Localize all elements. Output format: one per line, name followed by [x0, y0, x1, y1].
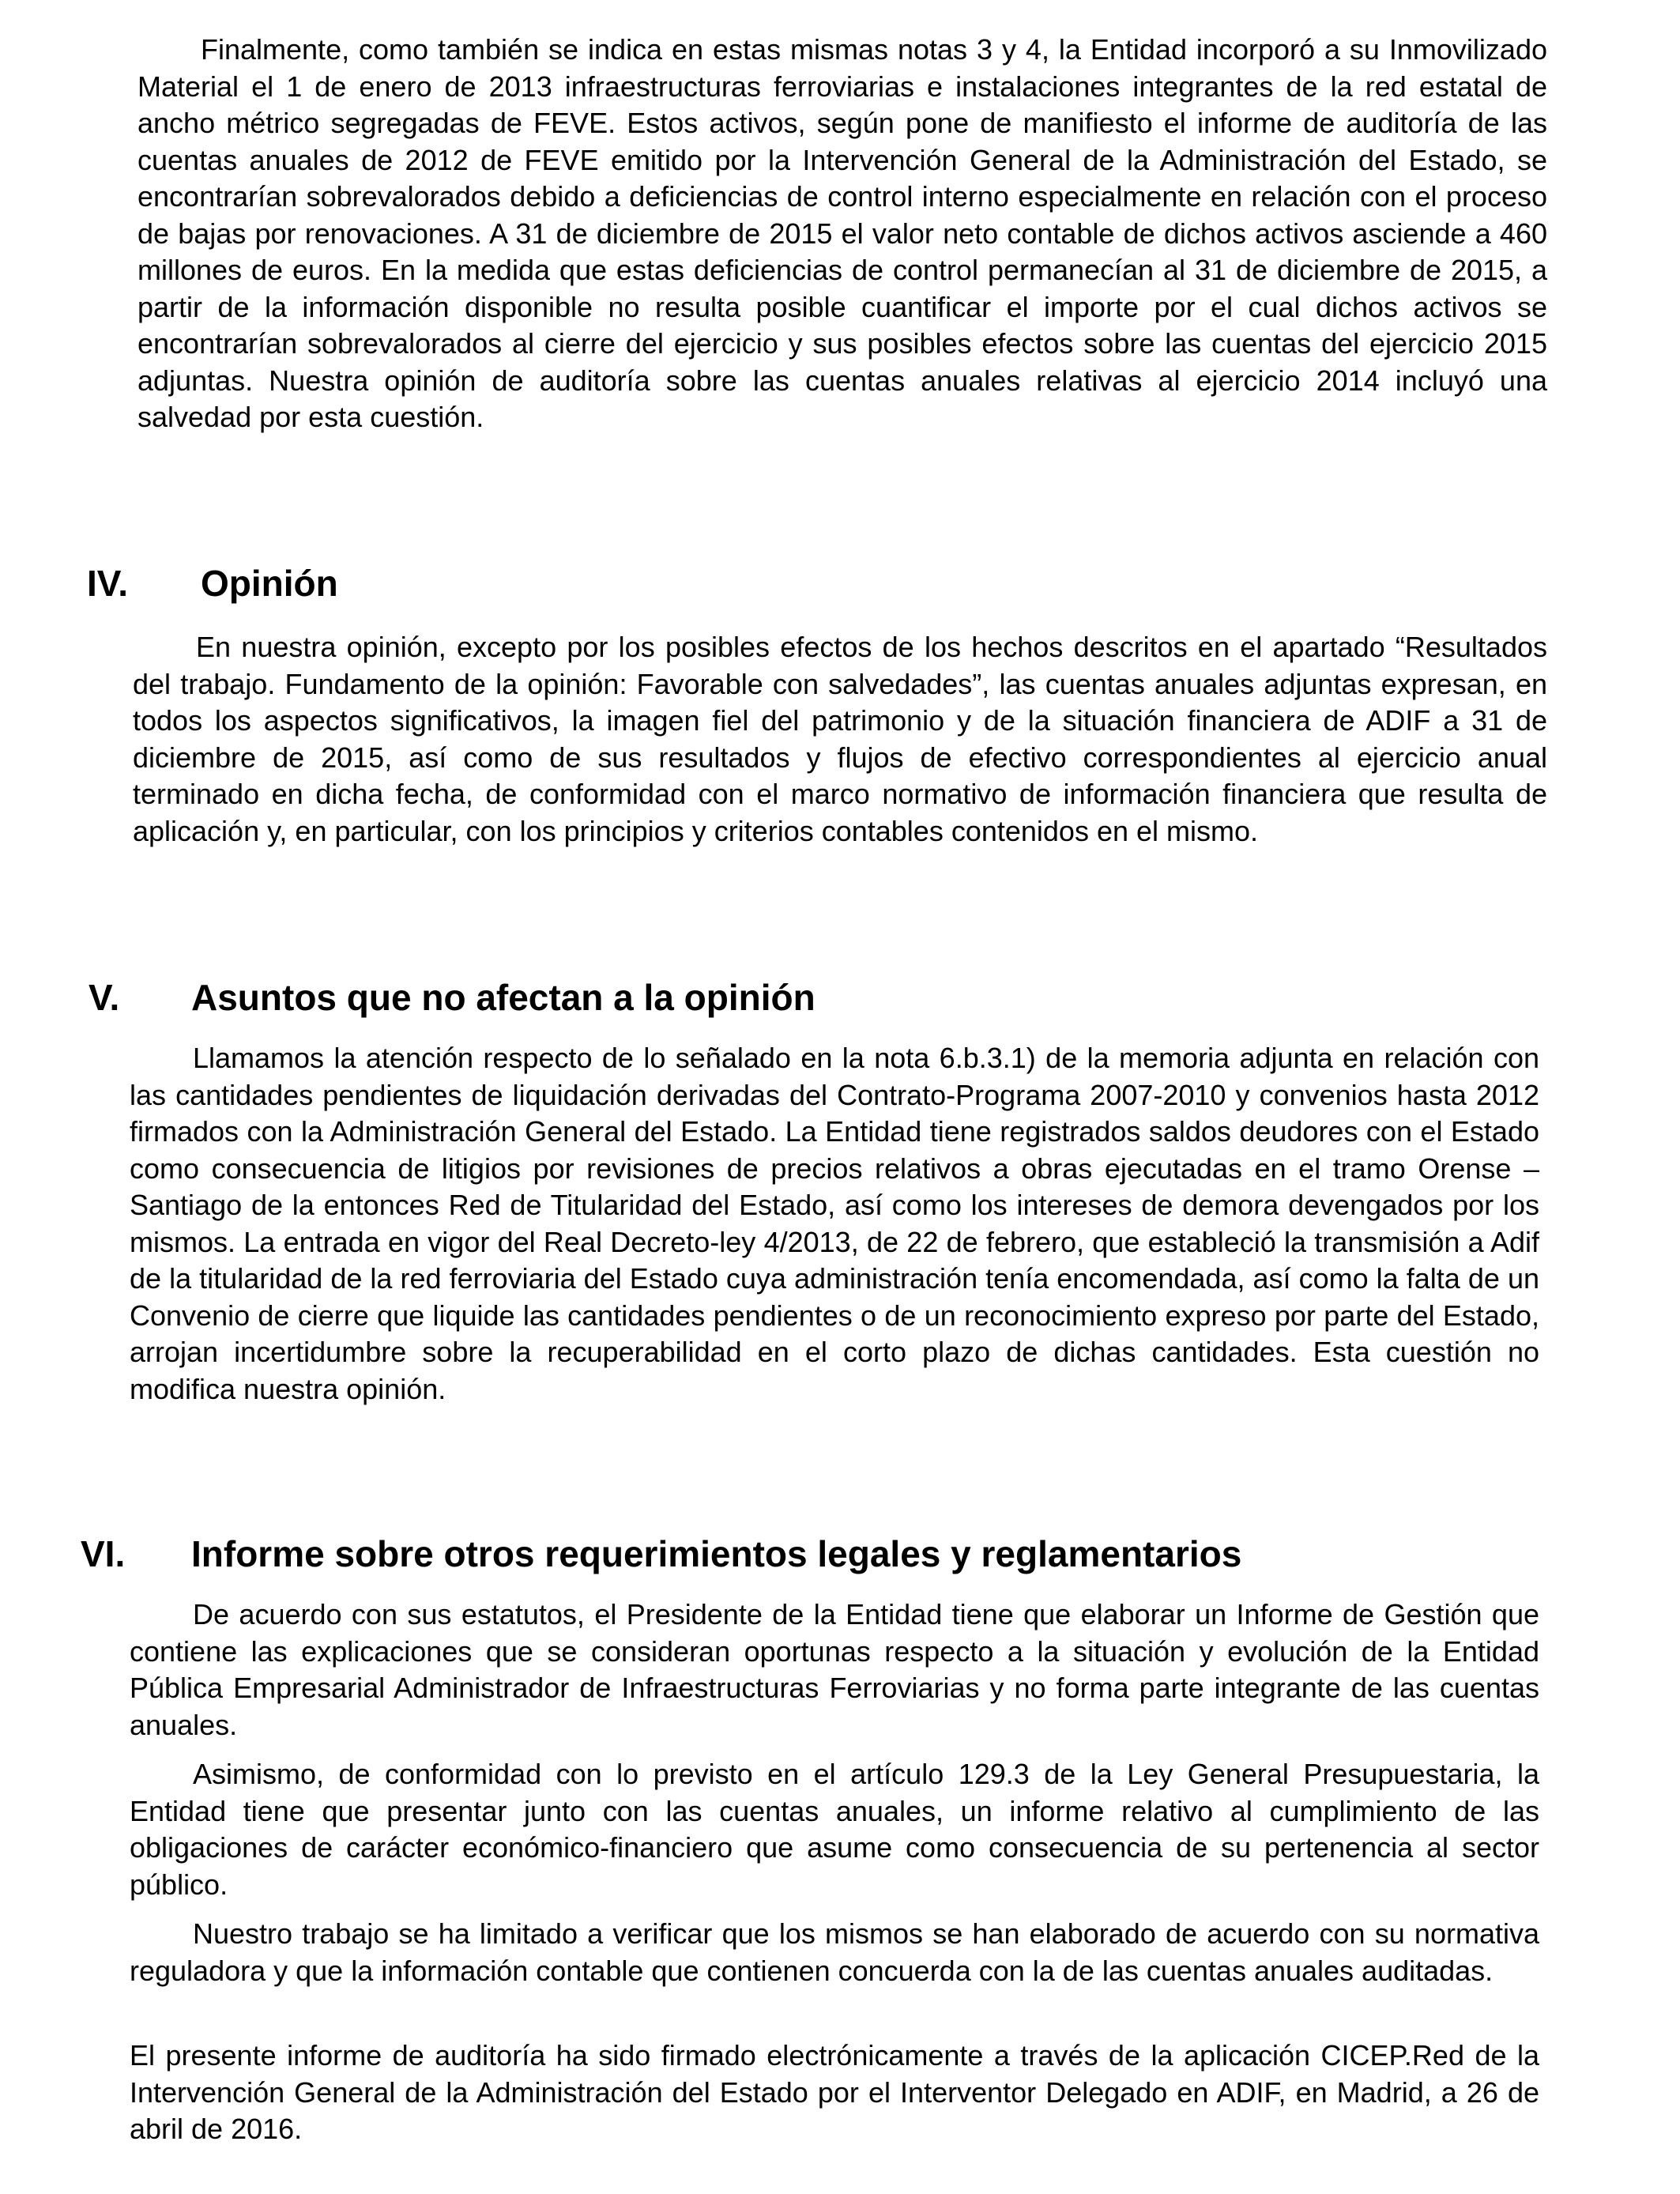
- scope-paragraph: Nuestro trabajo se ha limitado a verificar que los mismos se han elaborado de acuerdo con su normativa reguladora y que la información contable que contienen concuerda con la de las cuentas anuales auditadas.: [130, 1917, 1539, 1987]
- management-report-paragraph: De acuerdo con sus estatutos, el Presidente de la Entidad tiene que elaborar un Informe de Gestión que contiene las explicaciones que se consideran oportunas respecto a la situación y evolución de la Entidad Pública Empresarial Administrador de Infraestructuras Ferroviarias y no forma parte integrante de las cuentas anuales.: [130, 1598, 1539, 1741]
- budget-law-paragraph: Asimismo, de conformidad con lo previsto en el artículo 129.3 de la Ley General Presupuestaria, la Entidad tiene que presentar junto con las cuentas anuales, un informe relativo al cumplimiento de las obligaciones de carácter económico-financiero que asume como consecuencia de su pertenencia al sector público.: [130, 1758, 1539, 1901]
- matters-paragraph: Llamamos la atención respecto de lo señalado en la nota 6.b.3.1) de la memoria adjunta en relación con las cantidades pendientes de liquidación derivadas del Contrato-Programa 2007-2010 y convenios hasta 2012 firmados con la Administración General del Estado. La Entidad tiene registrados saldos deudores con el Estado como consecuencia de litigios por revisiones de precios relativos a obras ejecutadas en el tramo Orense – Santiago de la entonces Red de Titularidad del Estado, así como los intereses de demora devengados por los mismos. La entrada en vigor del Real Decreto-ley 4/2013, de 22 de febrero, que estableció la transmisión a Adif de la titularidad de la red ferroviaria del Estado cuya administración tenía encomendada, así como la falta de un Convenio de cierre que liquide las cantidades pendientes o de un reconocimiento expreso por parte del Estado, arrojan incertidumbre sobre la recuperabilidad en el corto plazo de dichas cantidades. Esta cuestión no modifica nuestra opinión.: [130, 1042, 1539, 1405]
- section-v-title: Asuntos que no afectan a la opinión: [191, 977, 816, 1018]
- section-iv-number: IV.: [87, 563, 129, 604]
- section-vi-heading: [81, 1532, 1503, 1576]
- section-iv-title: Opinión: [201, 563, 338, 604]
- signature-paragraph: El presente informe de auditoría ha sido firmado electrónicamente a través de la aplicación CICEP.Red de la Intervención General de la Administración del Estado por el Interventor Delegado en ADIF, en Madrid, a 26 de abril de 2016.: [130, 2039, 1539, 2145]
- section-iv-heading: [87, 561, 798, 605]
- section-vi-number: VI.: [81, 1533, 126, 1574]
- section-v-number: V.: [89, 977, 120, 1018]
- section-v-heading: [89, 975, 1195, 1020]
- intro-paragraph: Finalmente, como también se indica en estas mismas notas 3 y 4, la Entidad incorporó a su Inmovilizado Material el 1 de enero de 2013 infraestructuras ferroviarias e instalaciones integrantes de la red estatal de ancho métrico segregadas de FEVE. Estos activos, según pone de manifiesto el informe de auditoría de las cuentas anuales de 2012 de FEVE emitido por la Intervención General de la Administración del Estado, se encontrarían sobrevalorados debido a deficiencias de control interno especialmente en relación con el proceso de bajas por renovaciones. A 31 de diciembre de 2015 el valor neto contable de dichos activos asciende a 460 millones de euros. En la medida que estas deficiencias de control permanecían al 31 de diciembre de 2015, a partir de la información disponible no resulta posible cuantificar el importe por el cual dichos activos se encontrarían sobrevalorados al cierre del ejercicio y sus posibles efectos sobre las cuentas del ejercicio 2015 adjuntas. Nuestra opinión de auditoría sobre las cuentas anuales relativas al ejercicio 2014 incluyó una salvedad por esta cuestión.: [137, 33, 1547, 433]
- opinion-paragraph: En nuestra opinión, excepto por los posibles efectos de los hechos descritos en el apartado “Resultados del trabajo. Fundamento de la opinión: Favorable con salvedades”, las cuentas anuales adjuntas expresan, en todos los aspectos significativos, la imagen fiel del patrimonio y de la situación financiera de ADIF a 31 de diciembre de 2015, así como de sus resultados y flujos de efectivo correspondientes al ejercicio anual terminado en dicha fecha, de conformidad con el marco normativo de información financiera que resulta de aplicación y, en particular, con los principios y criterios contables contenidos en el mismo.: [133, 631, 1547, 847]
- section-vi-title: Informe sobre otros requerimientos legales y reglamentarios: [191, 1533, 1242, 1574]
